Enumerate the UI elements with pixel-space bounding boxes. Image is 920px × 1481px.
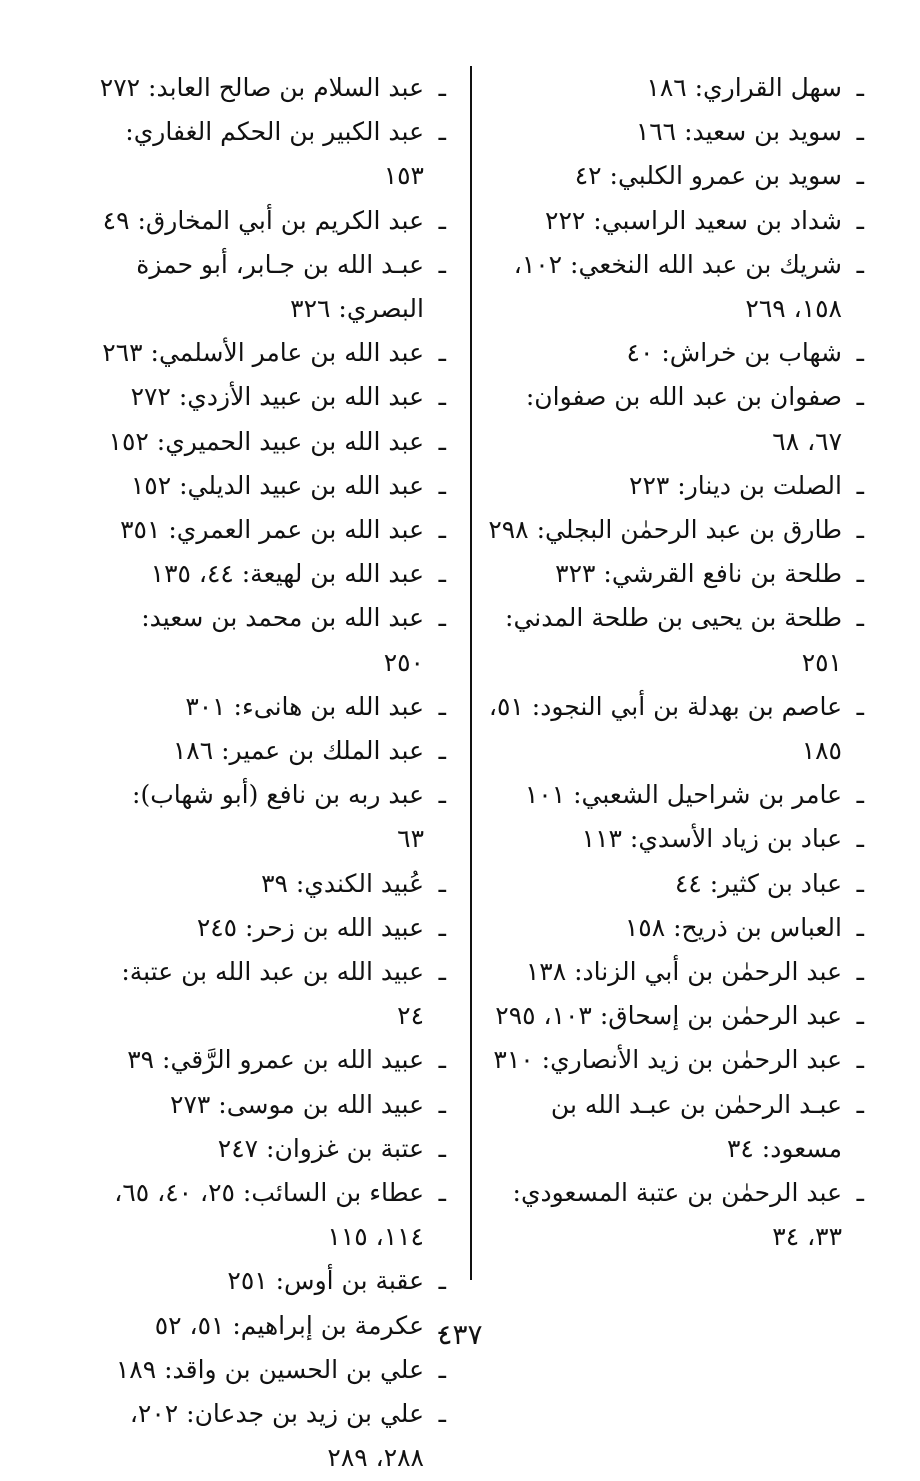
index-entry: ـ علي بن الحسين بن واقد: ١٨٩ xyxy=(98,1348,446,1392)
index-entry: ـ عبد الرحمٰن بن عتبة المسعودي: ٣٣، ٣٤ xyxy=(488,1171,864,1259)
index-entry: ـ العباس بن ذريح: ١٥٨ xyxy=(488,906,864,950)
index-entry: ـ عبد الرحمٰن بن إسحاق: ١٠٣، ٢٩٥ xyxy=(488,994,864,1038)
index-entry: ـ عبـد الرحمٰن بن عبـد الله بن مسعود: ٣٤ xyxy=(488,1083,864,1171)
index-entry: ـ عبد الله بن لهيعة: ٤٤، ١٣٥ xyxy=(98,552,446,596)
index-entry: ـ عبد الله بن عامر الأسلمي: ٢٦٣ xyxy=(98,331,446,375)
index-entry: ـ عُبيد الكندي: ٣٩ xyxy=(98,862,446,906)
index-entry: ـ عبد السلام بن صالح العابد: ٢٧٢ xyxy=(98,66,446,110)
index-entry: ـ شهاب بن خراش: ٤٠ xyxy=(488,331,864,375)
index-entry: ـ عبيد الله بن عمرو الرَّقي: ٣٩ xyxy=(98,1038,446,1082)
index-entry: ـ عبد الملك بن عمير: ١٨٦ xyxy=(98,729,446,773)
index-entry: ـ عتبة بن غزوان: ٢٤٧ xyxy=(98,1127,446,1171)
index-entry: ـ عبد الله بن عبيد الديلي: ١٥٢ xyxy=(98,464,446,508)
index-entry: ـ عقبة بن أوس: ٢٥١ xyxy=(98,1259,446,1303)
index-entry: ـ عبيد الله بن عبد الله بن عتبة: ٢٤ xyxy=(98,950,446,1038)
index-entry: ـ صفوان بن عبد الله بن صفوان: ٦٧، ٦٨ xyxy=(488,375,864,463)
index-entry: ـ عبد الله بن محمد بن سعيد: ٢٥٠ xyxy=(98,596,446,684)
index-entry: ـ علي بن زيد بن جدعان: ٢٠٢، ٢٨٨، ٢٨٩ xyxy=(98,1392,446,1480)
index-entry: ـ عكرمة بن إبراهيم: ٥١، ٥٢ xyxy=(98,1304,446,1348)
index-entry: ـ عطاء بن السائب: ٢٥، ٤٠، ٦٥، ١١٤، ١١٥ xyxy=(98,1171,446,1259)
index-column-left xyxy=(98,66,446,1481)
index-entry: ـ عبيد الله بن موسى: ٢٧٣ xyxy=(98,1083,446,1127)
index-entry: ـ الصلت بن دينار: ٢٢٣ xyxy=(488,464,864,508)
index-entry: ـ عباد بن زياد الأسدي: ١١٣ xyxy=(488,817,864,861)
index-entry: ـ عبد الله بن هانىء: ٣٠١ xyxy=(98,685,446,729)
index-entry: ـ عبد الله بن عبيد الأزدي: ٢٧٢ xyxy=(98,375,446,419)
index-entry: ـ عباد بن كثير: ٤٤ xyxy=(488,862,864,906)
index-entry: ـ عبد الكريم بن أبي المخارق: ٤٩ xyxy=(98,199,446,243)
index-entry: ـ عبد الرحمٰن بن زيد الأنصاري: ٣١٠ xyxy=(488,1038,864,1082)
index-entry: ـ عبد الله بن عمر العمري: ٣٥١ xyxy=(98,508,446,552)
index-entry: ـ عبد الله بن عبيد الحميري: ١٥٢ xyxy=(98,420,446,464)
index-entry: ـ عبد الكبير بن الحكم الغفاري: ١٥٣ xyxy=(98,110,446,198)
index-entry: ـ طلحة بن نافع القرشي: ٣٢٣ xyxy=(488,552,864,596)
index-column-right xyxy=(488,66,864,1259)
index-entry: ـ عبيد الله بن زحر: ٢٤٥ xyxy=(98,906,446,950)
index-entry: ـ طلحة بن يحيى بن طلحة المدني: ٢٥١ xyxy=(488,596,864,684)
index-entry: ـ شداد بن سعيد الراسبي: ٢٢٢ xyxy=(488,199,864,243)
index-entry: ـ عبـد الله بن جـابر، أبو حمزة البصري: ٣٢٦ xyxy=(98,243,446,331)
index-entry: ـ عبد الرحمٰن بن أبي الزناد: ١٣٨ xyxy=(488,950,864,994)
page-number: ٤٣٧ xyxy=(437,1318,483,1351)
index-entry: ـ شريك بن عبد الله النخعي: ١٠٢، ١٥٨، ٢٦٩ xyxy=(488,243,864,331)
index-entry: ـ طارق بن عبد الرحمٰن البجلي: ٢٩٨ xyxy=(488,508,864,552)
index-entry: ـ عاصم بن بهدلة بن أبي النجود: ٥١، ١٨٥ xyxy=(488,685,864,773)
index-entry: ـ سويد بن سعيد: ١٦٦ xyxy=(488,110,864,154)
index-entry: ـ سويد بن عمرو الكلبي: ٤٢ xyxy=(488,154,864,198)
column-divider xyxy=(470,66,472,1280)
index-entry: ـ عامر بن شراحيل الشعبي: ١٠١ xyxy=(488,773,864,817)
index-entry: ـ سهل القراري: ١٨٦ xyxy=(488,66,864,110)
index-entry: ـ عبد ربه بن نافع (أبو شهاب): ٦٣ xyxy=(98,773,446,861)
